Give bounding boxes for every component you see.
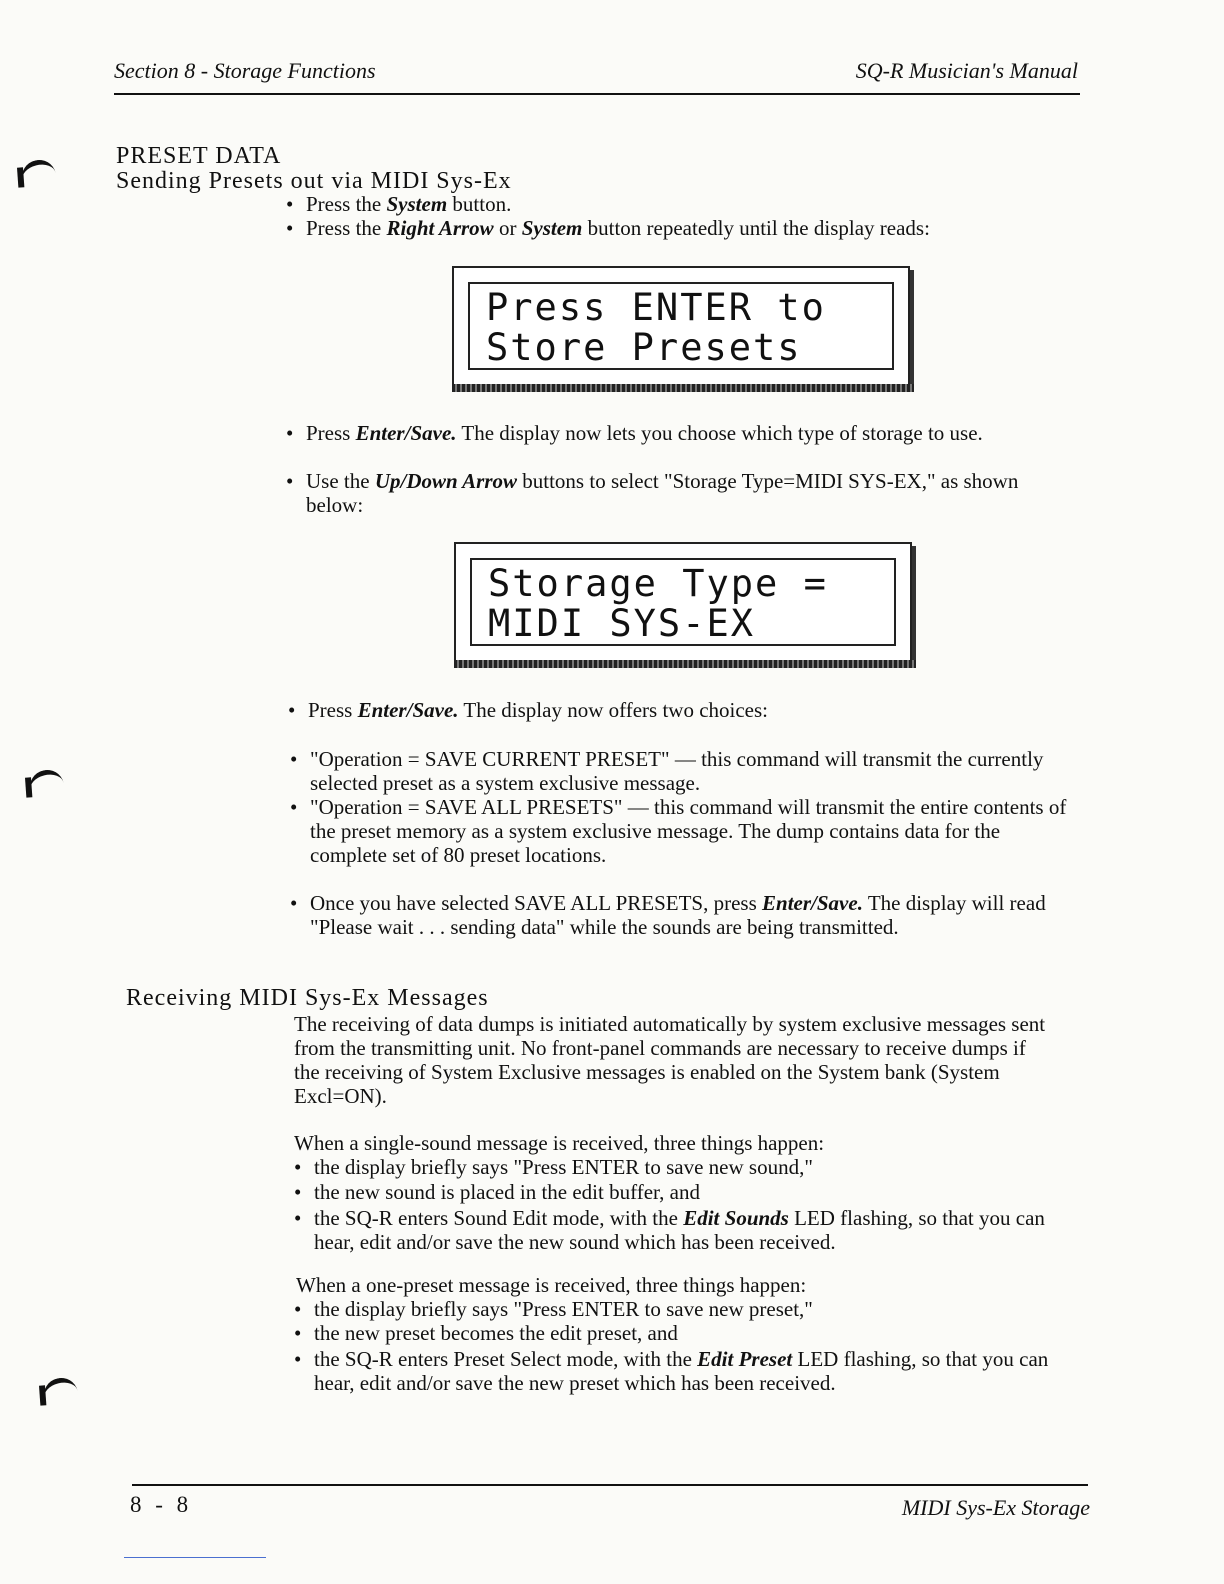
subheading-sending-presets: Sending Presets out via MIDI Sys-Ex — [116, 168, 512, 194]
header-manual-title: SQ-R Musician's Manual — [855, 58, 1078, 83]
lcd-screen — [470, 558, 896, 646]
bullet-preset-edit: • the new preset becomes the edit preset, and — [294, 1321, 678, 1345]
bullet-preset-display: • the display briefly says "Press ENTER to save new preset," — [294, 1297, 813, 1321]
bullet-operation-save-current: • "Operation = SAVE CURRENT PRESET" — this command will transmit the currently selected preset as a system exclusive message. — [290, 747, 1044, 795]
bullet-operation-save-all: • "Operation = SAVE ALL PRESETS" — this command will transmit the entire contents of the preset memory as a system exclusive message. The dump contains data for the complete set of 80 preset locations. — [290, 795, 1067, 867]
footer-link-underline — [124, 1557, 266, 1558]
lcd-display-store-presets — [452, 266, 910, 386]
subheading-receiving: Receiving MIDI Sys-Ex Messages — [126, 985, 489, 1011]
bullet-single-sound-edit: • the SQ-R enters Sound Edit mode, with the Edit Sounds LED flashing, so that you can hear, edit and/or save the new sound which has been received. — [294, 1206, 1045, 1254]
header-section-title: Section 8 - Storage Functions — [114, 58, 376, 83]
punch-mark-bottom — [41, 1374, 82, 1414]
lcd-line-1: Press ENTER to — [486, 286, 826, 329]
paragraph-receiving-intro: The receiving of data dumps is initiated automatically by system exclusive messages sent from the transmitting unit. No front-panel commands are necessary to receive dumps if the receiving of System Exclusive messages is enabled on the System bank (System Excl=ON). — [294, 1012, 1046, 1108]
bullet-single-buffer: • the new sound is placed in the edit buffer, and — [294, 1180, 700, 1204]
bullet-press-enter-save-2: • Press Enter/Save. The display now offers two choices: — [288, 698, 769, 722]
lcd-display-storage-type — [454, 542, 912, 662]
paragraph-single-sound-intro: When a single-sound message is received, three things happen: — [294, 1131, 825, 1155]
footer-title: MIDI Sys-Ex Storage — [901, 1495, 1090, 1520]
header-rule — [114, 93, 1080, 95]
bullet-preset-select-mode: • the SQ-R enters Preset Select mode, with the Edit Preset LED flashing, so that you can hear, edit and/or save the new preset which has been received. — [294, 1347, 1049, 1395]
lcd-line-2: MIDI SYS-EX — [488, 602, 756, 645]
bullet-use-up-down-arrow: • Use the Up/Down Arrow buttons to select "Storage Type=MIDI SYS-EX," as shown below: — [286, 469, 1019, 517]
footer-rule — [132, 1484, 1088, 1486]
bullet-press-right-arrow: • Press the Right Arrow or System button repeatedly until the display reads: — [286, 216, 930, 240]
paragraph-one-preset-intro: When a one-preset message is received, three things happen: — [296, 1273, 807, 1297]
bullet-press-enter-save-1: • Press Enter/Save. The display now lets you choose which type of storage to use. — [286, 421, 983, 445]
bullet-once-selected: • Once you have selected SAVE ALL PRESETS, press Enter/Save. The display will read "Please wait . . . sending data" while the sounds are being transmitted. — [290, 891, 1046, 939]
lcd-line-2: Store Presets — [486, 326, 802, 369]
bullet-press-system: • Press the System button. — [286, 192, 512, 216]
page-number: 8 - 8 — [130, 1492, 193, 1517]
bullet-single-display: • the display briefly says "Press ENTER to save new sound," — [294, 1155, 813, 1179]
punch-mark-middle — [27, 766, 68, 806]
lcd-line-1: Storage Type = — [488, 562, 828, 605]
lcd-screen — [468, 282, 894, 370]
punch-mark-top — [19, 156, 60, 196]
section-heading-preset-data: PRESET DATA — [116, 143, 282, 169]
